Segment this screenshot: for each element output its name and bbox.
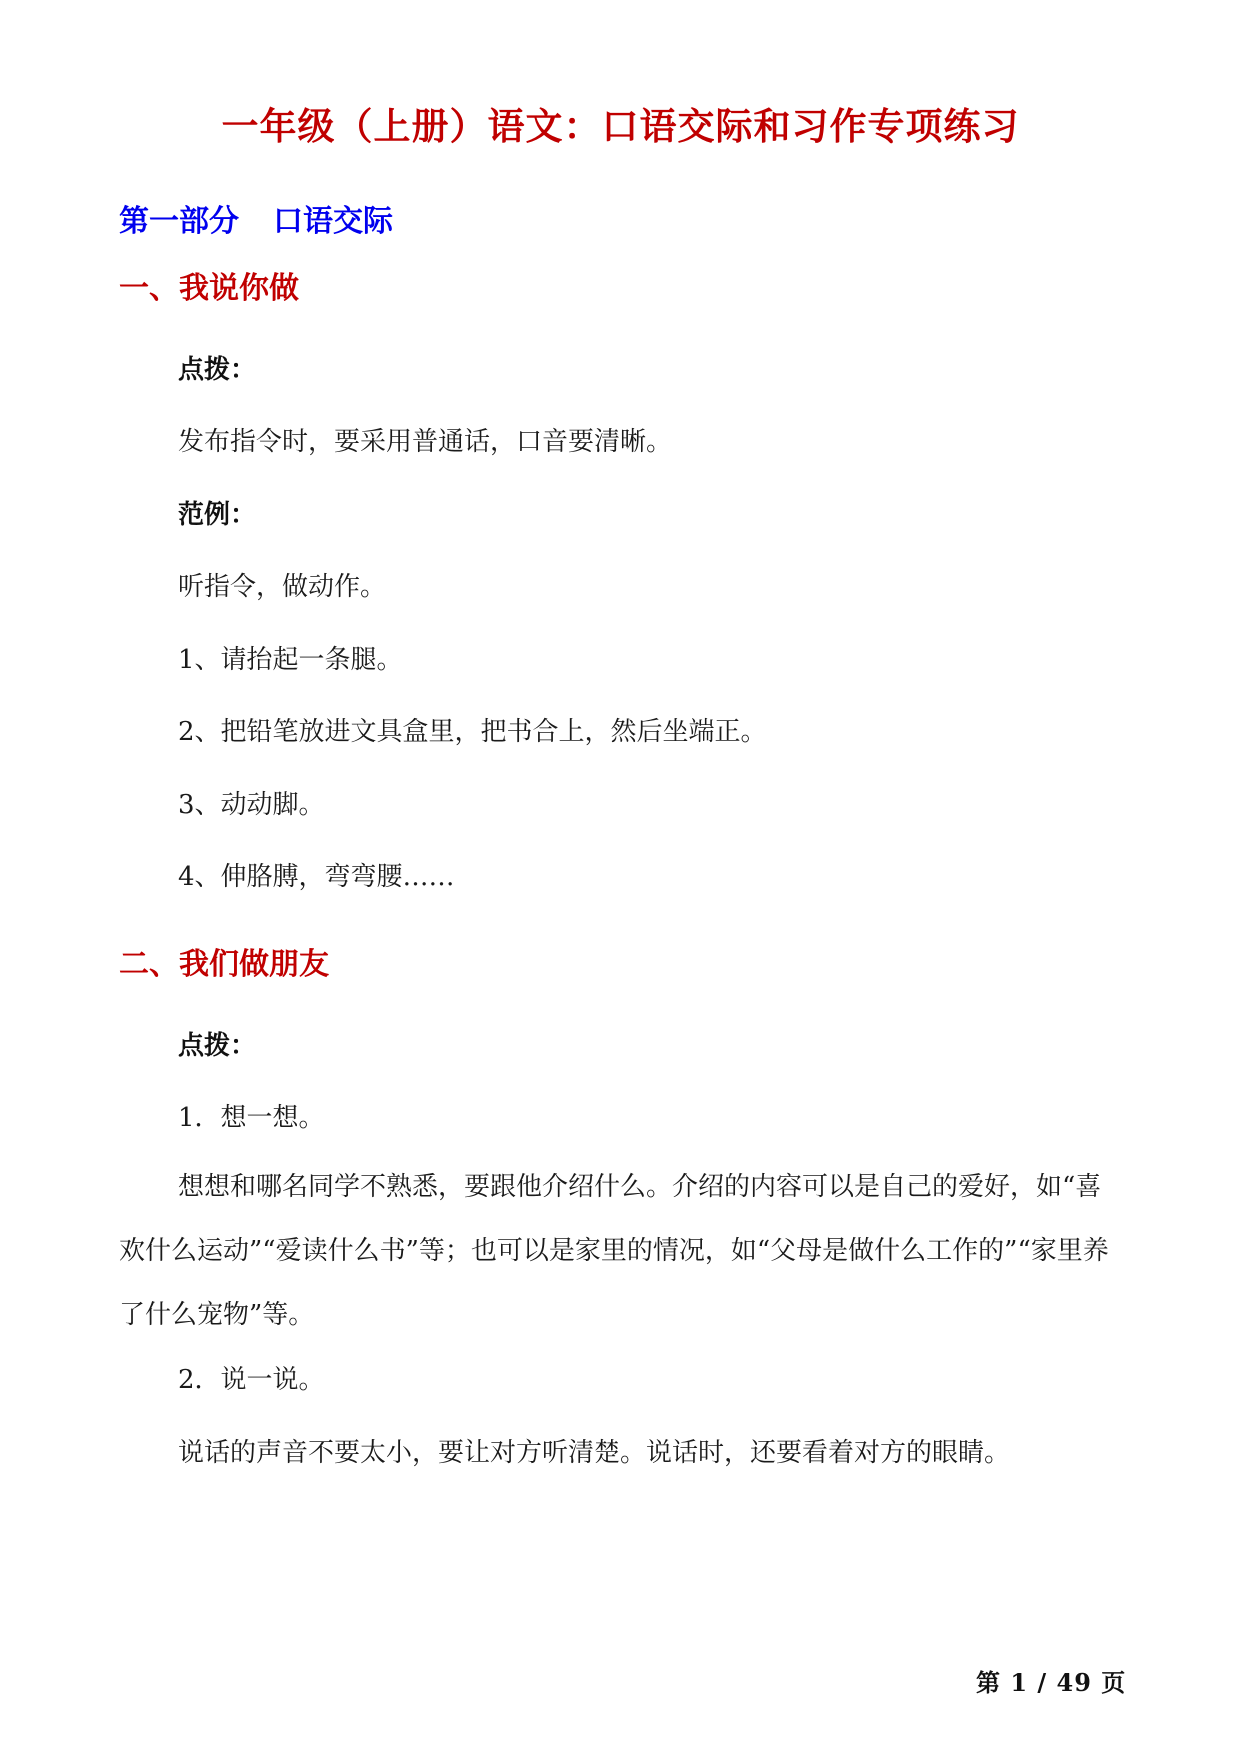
section2-heading: 二、我们做朋友 — [119, 947, 329, 982]
section1-example-intro: 听指令，做动作。 — [178, 572, 387, 602]
part-label: 第一部分 — [119, 204, 239, 239]
section1-tip-label: 点拨： — [178, 355, 257, 385]
page-indicator: 第 1 / 49 页 — [976, 1668, 1127, 1697]
section1-heading: 一、我说你做 — [119, 271, 299, 306]
document-title: 一年级（上册）语文：口语交际和习作专项练习 — [221, 104, 1020, 148]
section2-tip-label: 点拨： — [178, 1031, 257, 1061]
section1-tip-text: 发布指令时，要采用普通话，口音要清晰。 — [178, 427, 673, 457]
list-item: 4、伸胳膊，弯弯腰…… — [178, 862, 455, 892]
section2-step1: 1．想一想。 — [178, 1103, 325, 1133]
section2-step1-text: 想想和哪名同学不熟悉，要跟他介绍什么。介绍的内容可以是自己的爱好，如“喜欢什么运动”“爱读什么书”等；也可以是家里的情况，如“父母是做什么工作的”“家里养了什么宠物”等。 — [119, 1172, 1109, 1330]
section1-example-label: 范例： — [178, 500, 257, 530]
list-item: 1、请抬起一条腿。 — [178, 645, 403, 675]
part-heading — [119, 196, 393, 240]
section2-step2-text: 说话的声音不要太小，要让对方听清楚。说话时，还要看着对方的眼睛。 — [178, 1438, 1011, 1468]
list-item: 3、动动脚。 — [178, 790, 325, 820]
section2-step2: 2．说一说。 — [178, 1365, 325, 1395]
list-item: 2、把铅笔放进文具盒里，把书合上，然后坐端正。 — [178, 717, 767, 747]
part-name: 口语交际 — [273, 204, 393, 239]
